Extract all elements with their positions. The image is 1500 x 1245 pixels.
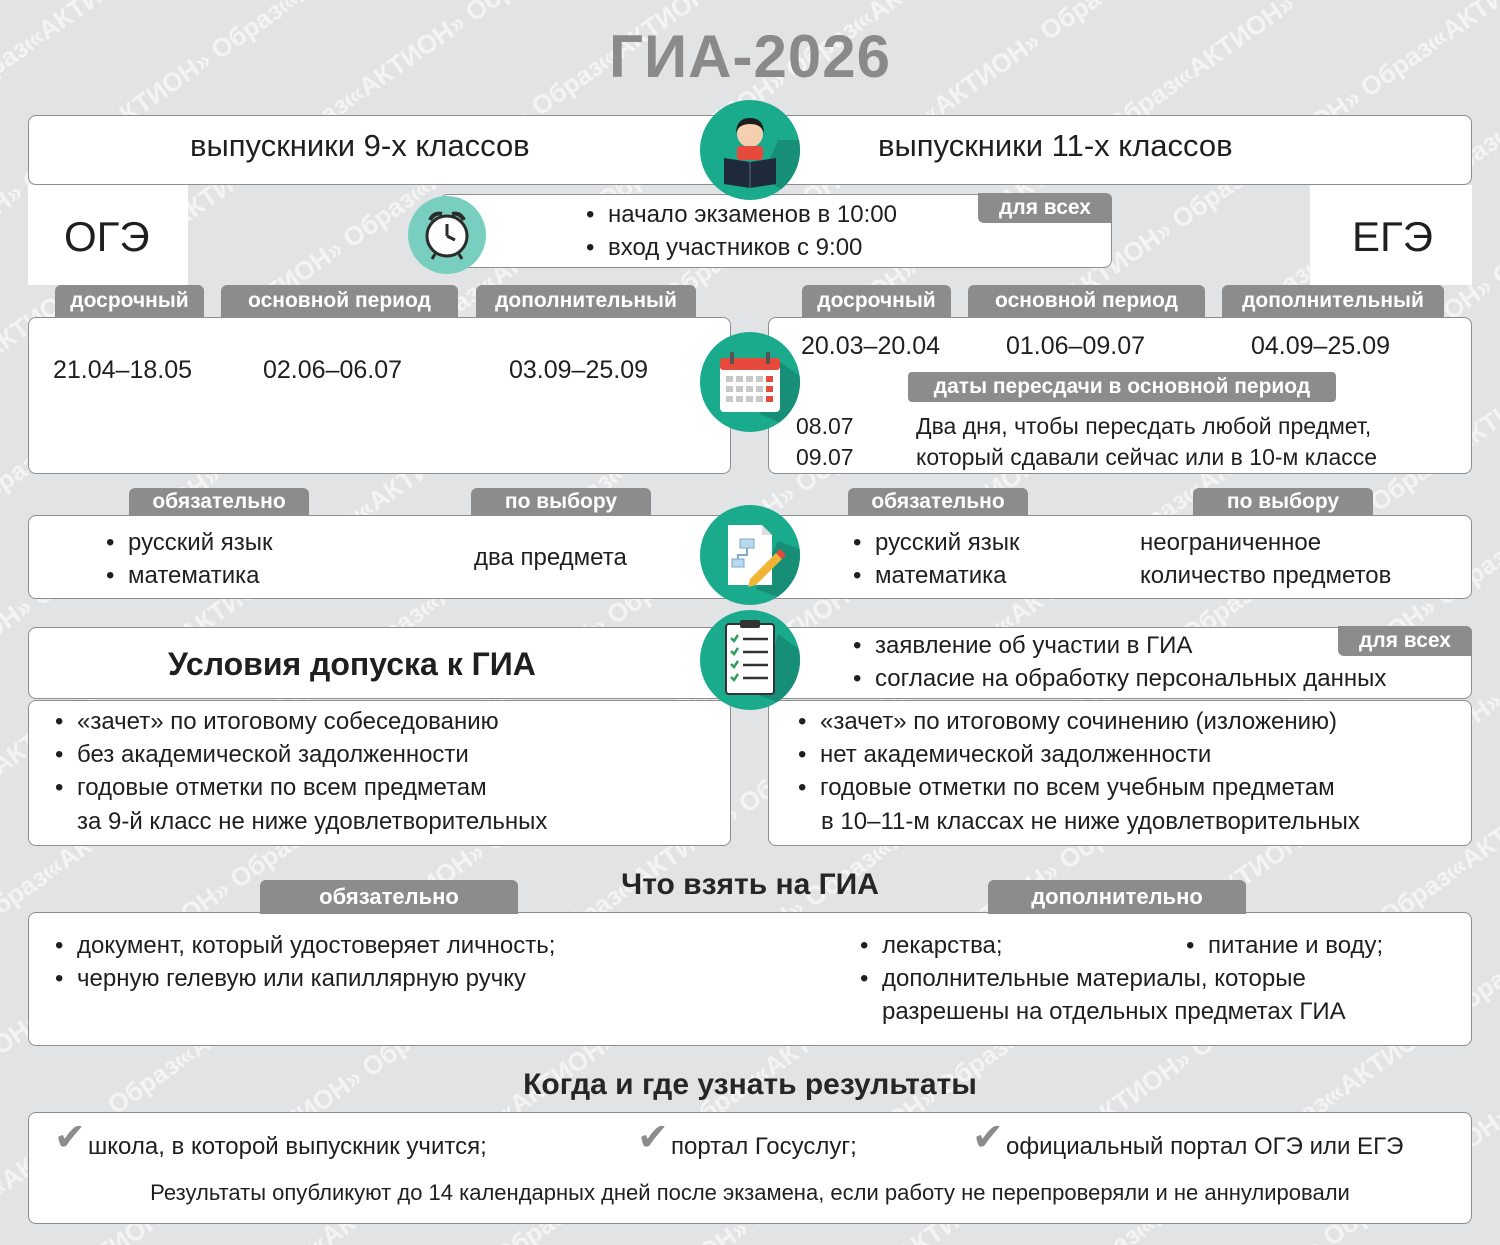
oge-elective: два предмета [474,544,627,571]
bring-title: Что взять на ГИА [621,868,879,901]
oge-required-list [104,526,273,592]
ege-date-extra: 04.09–25.09 [1251,332,1391,360]
subject-item: • математика [104,559,273,592]
time-list [584,198,897,264]
oge-elective-tag: по выбору [471,488,651,516]
check-icon: ✔ [54,1117,86,1159]
oge-date-early: 21.04–18.05 [53,356,193,384]
admission-item: • годовые отметки по всем учебным предметам [796,771,1337,804]
admission-item: • заявление об участии в ГИА [851,629,1386,662]
admission-all-list [851,629,1386,695]
admission-item-continued: в 10–11-м классах не ниже удовлетворительных [821,808,1360,835]
bring-item: • питание и воду; [1184,929,1383,962]
result-source-label: портал Госуслуг; [671,1133,857,1160]
calendar-icon [700,332,800,432]
subject-item: • русский язык [851,526,1020,559]
result-source-label: официальный портал ОГЭ или ЕГЭ [1006,1133,1404,1160]
bring-item-continued: разрешены на отдельных предметах ГИА [882,998,1346,1025]
oge-admission-list [53,705,499,804]
result-source-label: школа, в которой выпускник учится; [88,1133,487,1160]
ege-elective-tag: по выбору [1193,488,1373,516]
bring-item: • дополнительные материалы, которые [858,962,1306,995]
retake-tag: даты пересдачи в основной период [908,372,1336,402]
checklist-icon [700,610,800,710]
document-edit-icon [700,505,800,605]
retake-date: 08.07 [796,413,854,439]
alarm-clock-icon [408,196,486,274]
retake-date: 09.07 [796,444,854,470]
bring-extra-tag: дополнительно [988,880,1246,914]
subject-item: • русский язык [104,526,273,559]
time-item: • начало экзаменов в 10:00 [584,198,897,231]
ege-required-list [851,526,1020,592]
ege-elective: неограниченное [1140,529,1322,556]
grade9-label: выпускники 9-х классов [190,128,530,163]
oge-required-tag: обязательно [129,488,309,516]
check-icon: ✔ [637,1117,669,1159]
ege-tab-early: досрочный [802,285,951,317]
bring-item: • черную гелевую или капиллярную ручку [53,962,555,995]
result-source [972,1117,1404,1163]
result-source [54,1117,487,1163]
result-source [637,1117,857,1163]
retake-text: который сдавали сейчас или в 10-м классе [916,444,1378,470]
admission-item: • согласие на обработку персональных данных [851,662,1386,695]
admission-item: • «зачет» по итоговому сочинению (изложению) [796,705,1337,738]
bring-required-tag: обязательно [260,880,518,914]
retake-text: Два дня, чтобы пересдать любой предмет, [916,413,1372,439]
page-title: ГИА-2026 [609,23,891,90]
oge-periods-box [28,317,731,474]
student-reading-icon [700,100,800,200]
ege-tab-main: основной период [968,285,1205,317]
time-all-tag: для всех [978,193,1112,223]
ege-required-tag: обязательно [848,488,1028,516]
ege-title: ЕГЭ [1352,213,1433,260]
oge-tab-extra: дополнительный [476,285,696,317]
ege-elective: количество предметов [1140,562,1392,589]
bring-item: • лекарства; [858,929,1306,962]
bring-item: • документ, который удостоверяет личность; [53,929,555,962]
results-title: Когда и где узнать результаты [523,1068,977,1101]
bring-extra-list [1184,929,1383,962]
ege-date-main: 01.06–09.07 [1006,332,1146,360]
oge-date-main: 02.06–06.07 [263,356,403,384]
grade11-label: выпускники 11-х классов [878,128,1233,163]
oge-title: ОГЭ [64,213,150,260]
admission-all-tag: для всех [1338,626,1472,656]
admission-item: • годовые отметки по всем предметам [53,771,499,804]
admission-item: • без академической задолженности [53,738,499,771]
check-icon: ✔ [972,1117,1004,1159]
results-note: Результаты опубликуют до 14 календарных дней после экзамена, если работу не перепроверяли и не аннулировали [150,1180,1350,1205]
oge-date-extra: 03.09–25.09 [509,356,649,384]
ege-tab-extra: дополнительный [1222,285,1444,317]
time-item: • вход участников с 9:00 [584,231,897,264]
subject-item: • математика [851,559,1020,592]
admission-item: • нет академической задолженности [796,738,1337,771]
admission-title: Условия допуска к ГИА [168,646,536,682]
oge-tab-early: досрочный [55,285,204,317]
oge-tab-main: основной период [221,285,458,317]
bring-required-list [53,929,555,995]
ege-admission-list [796,705,1337,804]
admission-item: • «зачет» по итоговому собеседованию [53,705,499,738]
ege-date-early: 20.03–20.04 [801,332,941,360]
admission-item-continued: за 9-й класс не ниже удовлетворительных [77,808,548,835]
